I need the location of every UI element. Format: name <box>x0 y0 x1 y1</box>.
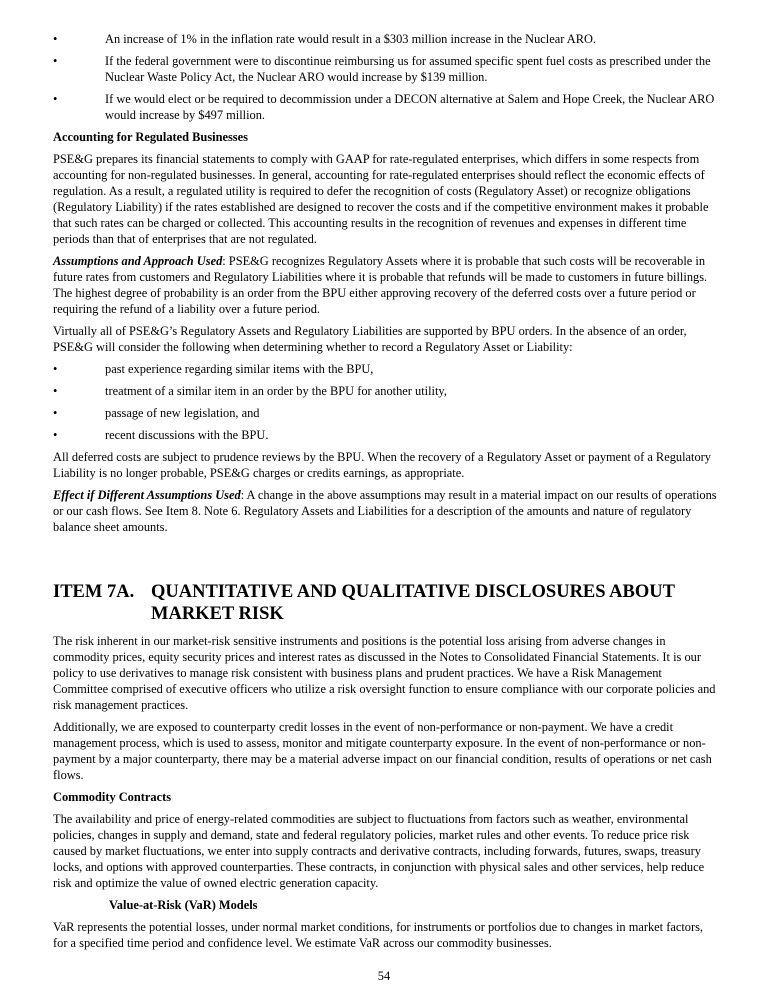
paragraph: All deferred costs are subject to prudence reviews by the BPU. When the recovery of a Regulatory Asset or payment of a Regulatory Liability is no longer probable, PSE&G charges or credits earnings, as appropriate. <box>53 450 711 480</box>
item-7a-heading <box>53 581 718 625</box>
bullet-text: treatment of a similar item in an order by the BPU for another utility, <box>105 384 447 398</box>
item-number: ITEM 7A. <box>53 582 135 602</box>
bullet-mark: • <box>53 384 58 398</box>
page-number: 54 <box>377 969 391 983</box>
section-heading-var: Value-at-Risk (VaR) Models <box>109 898 258 912</box>
bullet-text: If we would elect or be required to decommission under a DECON alternative at Salem and Hope Creek, the Nuclear ARO would increase by $497 million. <box>105 92 715 122</box>
section-heading-regulated: Accounting for Regulated Businesses <box>53 130 248 144</box>
paragraph-effect <box>53 487 718 535</box>
bullet-text: An increase of 1% in the inflation rate would result in a $303 million increase in the Nuclear ARO. <box>105 32 597 46</box>
paragraph: The risk inherent in our market-risk sensitive instruments and positions is the potential loss arising from adverse changes in commodity prices, equity security prices and interest rates as discussed in the Notes to Consolidated Financial Statements. It is our policy to use derivatives to manage risk consistent with business plans and prudent practices. We have a Risk Management Committee comprised of executive officers who utilize a risk oversight function to ensure compliance with our corporate policies and risk management practices. <box>53 634 716 712</box>
bullet-mark: • <box>53 428 58 442</box>
bullet-text: past experience regarding similar items with the BPU, <box>105 362 374 376</box>
effect-label: Effect if Different Assumptions Used <box>53 488 241 502</box>
effect-text: : A change in the above assumptions may result in a material impact on our results of operations or our cash flows. See Item 8. Note 6. Regulatory Assets and Liabilities for a description of the amounts and nature of regulatory balance sheet amounts. <box>53 488 717 534</box>
bullet-item <box>53 91 718 123</box>
bullet-mark: • <box>53 92 58 106</box>
assumptions-text: : PSE&G recognizes Regulatory Assets where it is probable that such costs will be recoverable in future rates from customers and Regulatory Liabilities where it is probable that refunds will be made to customers in future billings. The highest degree of probability is an order from the BPU either approving recovery of the deferred costs over a future period or requiring the refund of a liability over a future period. <box>53 254 708 316</box>
bullet-text: recent discussions with the BPU. <box>105 428 269 442</box>
paragraph: The availability and price of energy-related commodities are subject to fluctuations from factors such as weather, environmental policies, changes in supply and demand, state and federal regulatory policies, market rules and other events. To reduce price risk caused by market fluctuations, we enter into supply contracts and derivative contracts, including forwards, futures, swaps, treasury locks, and options with approved counterparties. These contracts, in conjunction with physical sales and other services, help reduce risk and optimize the value of owned electric generation capacity. <box>53 812 705 890</box>
bullet-item <box>53 361 718 377</box>
bullet-mark: • <box>53 32 58 46</box>
bullet-item <box>53 31 718 47</box>
bullet-text: If the federal government were to discontinue reimbursing us for assumed specific spent fuel costs as prescribed under the Nuclear Waste Policy Act, the Nuclear ARO would increase by $139 million. <box>105 54 711 84</box>
paragraph: PSE&G prepares its financial statements to comply with GAAP for rate-regulated enterprises, which differs in some respects from accounting for non-regulated businesses. In general, accounting for rate-regulated enterprises should reflect the economic effects of regulation. As a result, a regulated utility is required to defer the recognition of costs (Regulatory Asset) or recognize obligations (Regulatory Liability) if the rates established are designed to recover the costs and if the competitive environment makes it probable that such rates can be charged or collected. This accounting results in the recognition of revenues and expenses in different time periods than that of enterprises that are not regulated. <box>53 152 709 246</box>
section-heading-commodity: Commodity Contracts <box>53 790 172 804</box>
assumptions-label: Assumptions and Approach Used <box>53 254 223 268</box>
bullet-mark: • <box>53 54 58 68</box>
paragraph: Additionally, we are exposed to counterparty credit losses in the event of non-performance or non-payment. We have a credit management process, which is used to assess, monitor and mitigate counterparty exposure. In the event of non-performance or non-payment by a major counterparty, there may be a material adverse impact on our financial condition, results of operations or net cash flows. <box>53 720 712 782</box>
item-title: QUANTITATIVE AND QUALITATIVE DISCLOSURES ABOUT MARKET RISK <box>151 582 675 624</box>
paragraph-assumptions <box>53 253 718 317</box>
bullet-item <box>53 53 718 85</box>
bullet-mark: • <box>53 362 58 376</box>
bullet-item <box>53 383 718 399</box>
paragraph: Virtually all of PSE&G’s Regulatory Assets and Regulatory Liabilities are supported by BPU orders. In the absence of an order, PSE&G will consider the following when determining whether to record a Regulatory Asset or Liability: <box>53 324 687 354</box>
bullet-text: passage of new legislation, and <box>105 406 260 420</box>
paragraph: VaR represents the potential losses, under normal market conditions, for instruments or portfolios due to changes in market factors, for a specified time period and confidence level. We estimate VaR across our commodity businesses. <box>53 920 704 950</box>
bullet-mark: • <box>53 406 58 420</box>
bullet-item <box>53 405 718 421</box>
bullet-item <box>53 427 718 443</box>
